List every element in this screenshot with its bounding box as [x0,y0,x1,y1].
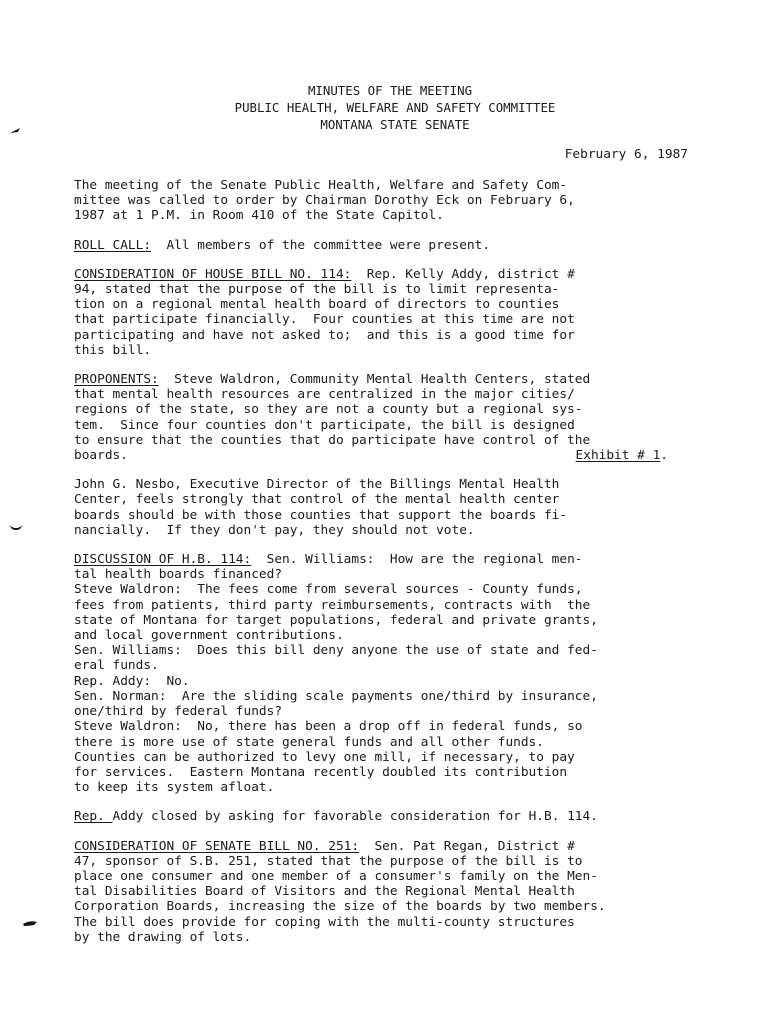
meeting-date: February 6, 1987 [564,147,688,162]
text-line: Corporation Boards, increasing the size of the boards by two members. [74,899,606,915]
text-line: Steve Waldron: The fees come from several sources - County funds, [74,582,583,598]
nesbo-paragraph [74,477,734,538]
text-run: Sen. Pat Regan, District # [359,838,575,854]
text-line: John G. Nesbo, Executive Director of the Billings Mental Health [74,477,560,493]
text-line: Sen. Norman: Are the sliding scale payments one/third by insurance, [74,688,598,704]
text-line: tal Disabilities Board of Visitors and the Regional Mental Health [74,884,575,900]
text-run: Rep. Kelly Addy, district # [351,266,575,282]
exhibit-label: Exhibit # 1 [575,448,661,464]
section-label: CONSIDERATION OF SENATE BILL NO. 251: [74,838,360,854]
exhibit-reference [576,448,668,463]
text-line: Rep. Addy: No. [74,673,190,689]
text-run: Sen. Williams: How are the regional men- [251,552,583,568]
document-header [0,82,770,133]
text-line: and local government contributions. [74,628,344,644]
text-line: fees from patients, third party reimbursements, contracts with the [74,597,591,613]
text-run: All members of the committee were present. [151,237,491,253]
text-line: Steve Waldron: No, there has been a drop off in federal funds, so [74,719,583,735]
text-line: The bill does provide for coping with the multi-county structures [74,914,575,930]
text-line: to keep its system afloat. [74,780,275,796]
text-line: boards should be with those counties that support the boards fi- [74,507,568,523]
proponents-paragraph [74,372,734,463]
text-line: one/third by federal funds? [74,704,283,720]
text-run: Steve Waldron, Community Mental Health Centers, stated [158,372,591,388]
text-line: state of Montana for target populations, federal and private grants, [74,612,598,628]
text-line: 94, stated that the purpose of the bill is to limit representa- [74,282,560,298]
text-line: tion on a regional mental health board of directors to counties [74,297,560,313]
text-run: asking for favorable consideration for H.B. 114. [220,809,598,825]
header-title: MINUTES OF THE MEETING [307,83,473,98]
exhibit-period: . [660,448,668,464]
text-line: for services. Eastern Montana recently doubled its contribution [74,764,568,780]
text-line [74,372,734,387]
text-line: 47, sponsor of S.B. 251, stated that the purpose of the bill is to [74,853,583,869]
text-line: mittee was called to order by Chairman Dorothy Eck on February 6, [74,193,575,209]
text-line: to ensure that the counties that do participate have control of the [74,432,591,448]
roll-call-paragraph [74,238,734,253]
text-line [74,839,734,854]
section-label: DISCUSSION OF H.B. 114: [74,552,252,568]
text-line: participating and have not asked to; and this is a good time for [74,327,575,343]
closing-paragraph [74,809,734,824]
text-line [74,809,734,824]
text-line: Counties can be authorized to levy one mill, if necessary, to pay [74,749,575,765]
text-line [74,448,734,463]
section-label: ROLL CALL: [74,237,152,253]
header-committee: PUBLIC HEALTH, WELFARE AND SAFETY COMMITTEE [234,100,556,115]
text-line: 1987 at 1 P.M. in Room 410 of the State Capitol. [74,208,444,224]
text-line: that participate financially. Four counties at this time are not [74,312,575,328]
discussion-paragraph [74,552,734,795]
section-label: PROPONENTS: [74,372,159,388]
header-body: MONTANA STATE SENATE [320,117,470,132]
text-line: tem. Since four counties don't participate, the bill is designed [74,417,575,433]
text-line: tal health boards financed? [74,567,283,583]
text-run: Rep. [74,809,113,825]
margin-mark-icon [8,522,24,532]
text-line: there is more use of state general funds and all other funds. [74,734,544,750]
text-line: by the drawing of lots. [74,929,252,945]
text-line [74,267,734,282]
text-line: Sen. Williams: Does this bill deny anyone the use of state and fed- [74,643,598,659]
text-line [74,238,734,253]
text-line: The meeting of the Senate Public Health, Welfare and Safety Com- [74,178,568,193]
text-line: eral funds. [74,658,159,674]
text-line [74,552,734,567]
hb114-paragraph [74,267,734,358]
text-line: place one consumer and one member of a consumer's family on the Men- [74,868,598,884]
margin-mark-icon [22,918,38,928]
text-line: that mental health resources are centralized in the major cities/ [74,387,575,403]
section-label: CONSIDERATION OF HOUSE BILL NO. 114: [74,266,352,282]
intro-paragraph [74,178,734,224]
text-run: boards. [74,448,128,464]
text-line: nancially. If they don't pay, they should not vote. [74,522,475,538]
text-line: Center, feels strongly that control of the mental health center [74,492,560,508]
text-line: this bill. [74,342,152,358]
sb251-paragraph [74,839,734,945]
minutes-body [74,178,734,959]
text-run: Addy closed by [112,809,221,825]
text-line: regions of the state, so they are not a county but a regional sys- [74,402,583,418]
